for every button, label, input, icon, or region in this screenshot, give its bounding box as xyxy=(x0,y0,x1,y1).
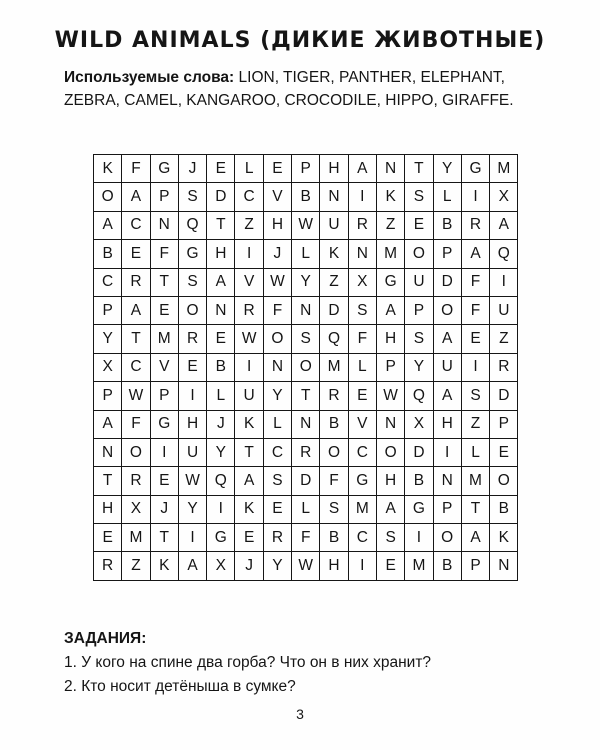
grid-cell[interactable]: I xyxy=(405,524,433,552)
grid-cell[interactable]: G xyxy=(178,240,206,268)
grid-cell[interactable]: X xyxy=(348,268,376,296)
grid-cell[interactable]: G xyxy=(461,155,489,183)
grid-row xyxy=(94,155,518,183)
grid-cell[interactable]: M xyxy=(376,240,404,268)
grid-cell[interactable]: W xyxy=(178,467,206,495)
grid-cell[interactable]: E xyxy=(490,438,518,466)
grid-cell[interactable]: I xyxy=(433,438,461,466)
grid-cell[interactable]: B xyxy=(490,495,518,523)
grid-cell[interactable]: G xyxy=(376,268,404,296)
grid-cell[interactable]: M xyxy=(461,467,489,495)
grid-cell[interactable]: O xyxy=(122,438,150,466)
grid-cell[interactable]: S xyxy=(178,268,206,296)
grid-cell[interactable]: T xyxy=(461,495,489,523)
grid-cell[interactable]: F xyxy=(320,467,348,495)
grid-cell[interactable]: E xyxy=(150,467,178,495)
grid-cell[interactable]: Z xyxy=(235,211,263,239)
grid-cell[interactable]: I xyxy=(461,183,489,211)
grid-cell[interactable]: D xyxy=(320,296,348,324)
grid-cell[interactable]: Y xyxy=(292,268,320,296)
grid-cell[interactable]: E xyxy=(405,211,433,239)
grid-cell[interactable]: X xyxy=(405,410,433,438)
grid-cell[interactable]: P xyxy=(94,296,122,324)
grid-cell[interactable]: H xyxy=(178,410,206,438)
grid-cell[interactable]: R xyxy=(320,382,348,410)
grid-cell[interactable]: R xyxy=(292,438,320,466)
grid-cell[interactable]: M xyxy=(150,325,178,353)
grid-row xyxy=(94,552,518,580)
grid-cell[interactable]: B xyxy=(405,467,433,495)
grid-cell[interactable]: K xyxy=(150,552,178,580)
grid-cell[interactable]: E xyxy=(263,495,291,523)
grid-cell[interactable]: D xyxy=(292,467,320,495)
grid-cell[interactable]: C xyxy=(94,268,122,296)
grid-cell[interactable]: O xyxy=(178,296,206,324)
grid-cell[interactable]: I xyxy=(490,268,518,296)
grid-cell[interactable]: Q xyxy=(207,467,235,495)
grid-cell[interactable]: H xyxy=(94,495,122,523)
grid-cell[interactable]: A xyxy=(94,410,122,438)
grid-cell[interactable]: I xyxy=(235,353,263,381)
grid-cell[interactable]: T xyxy=(122,325,150,353)
word-search-grid xyxy=(93,154,518,581)
grid-cell[interactable]: R xyxy=(490,353,518,381)
grid-cell[interactable]: O xyxy=(490,467,518,495)
grid-cell[interactable]: K xyxy=(376,183,404,211)
grid-row xyxy=(94,240,518,268)
grid-cell[interactable]: W xyxy=(292,552,320,580)
grid-cell[interactable]: H xyxy=(376,325,404,353)
grid-cell[interactable]: S xyxy=(376,524,404,552)
grid-cell[interactable]: L xyxy=(433,183,461,211)
grid-cell[interactable]: Z xyxy=(461,410,489,438)
grid-cell[interactable]: U xyxy=(178,438,206,466)
grid-row xyxy=(94,296,518,324)
grid-cell[interactable]: S xyxy=(461,382,489,410)
grid-cell[interactable]: T xyxy=(405,155,433,183)
grid-cell[interactable]: E xyxy=(207,325,235,353)
grid-cell[interactable]: W xyxy=(263,268,291,296)
word-list-label: Используемые слова: xyxy=(64,69,235,86)
grid-cell[interactable]: M xyxy=(320,353,348,381)
word-list xyxy=(64,66,564,112)
grid-cell[interactable]: A xyxy=(178,552,206,580)
grid-cell[interactable]: V xyxy=(235,268,263,296)
grid-cell[interactable]: M xyxy=(348,495,376,523)
grid-cell[interactable]: O xyxy=(405,240,433,268)
task-item: 2. Кто носит детёныша в сумке? xyxy=(64,678,296,695)
grid-cell[interactable]: Q xyxy=(320,325,348,353)
grid-cell[interactable]: Y xyxy=(207,438,235,466)
grid-cell[interactable]: R xyxy=(94,552,122,580)
grid-cell[interactable]: A xyxy=(461,240,489,268)
grid-cell[interactable]: U xyxy=(320,211,348,239)
grid-cell[interactable]: I xyxy=(235,240,263,268)
grid-cell[interactable]: N xyxy=(348,240,376,268)
grid-cell[interactable]: I xyxy=(150,438,178,466)
grid-cell[interactable]: H xyxy=(320,552,348,580)
page-number: 3 xyxy=(296,706,304,722)
grid-cell[interactable]: O xyxy=(320,438,348,466)
grid-cell[interactable]: H xyxy=(376,467,404,495)
grid-cell[interactable]: W xyxy=(376,382,404,410)
grid-cell[interactable]: T xyxy=(207,211,235,239)
grid-row xyxy=(94,495,518,523)
grid-cell[interactable]: N xyxy=(292,410,320,438)
grid-cell[interactable]: I xyxy=(348,183,376,211)
grid-cell[interactable]: R xyxy=(461,211,489,239)
grid-cell[interactable]: I xyxy=(178,524,206,552)
grid-cell[interactable]: L xyxy=(292,240,320,268)
grid-cell[interactable]: O xyxy=(94,183,122,211)
grid-cell[interactable]: X xyxy=(122,495,150,523)
grid-cell[interactable]: O xyxy=(433,524,461,552)
grid-cell[interactable]: P xyxy=(490,410,518,438)
grid-cell[interactable]: Z xyxy=(490,325,518,353)
grid-cell[interactable]: X xyxy=(490,183,518,211)
grid-cell[interactable]: D xyxy=(433,268,461,296)
grid-cell[interactable]: F xyxy=(263,296,291,324)
grid-cell[interactable]: W xyxy=(122,382,150,410)
grid-cell[interactable]: C xyxy=(235,183,263,211)
grid-cell[interactable]: R xyxy=(263,524,291,552)
grid-cell[interactable]: A xyxy=(122,296,150,324)
grid-cell[interactable]: P xyxy=(433,240,461,268)
grid-cell[interactable]: A xyxy=(433,382,461,410)
grid-row xyxy=(94,467,518,495)
grid-cell[interactable]: I xyxy=(178,382,206,410)
grid-cell[interactable]: W xyxy=(235,325,263,353)
grid-cell[interactable]: S xyxy=(320,495,348,523)
grid-cell[interactable]: M xyxy=(122,524,150,552)
grid-cell[interactable]: A xyxy=(207,268,235,296)
grid-cell[interactable]: P xyxy=(292,155,320,183)
grid-cell[interactable]: N xyxy=(320,183,348,211)
grid-cell[interactable]: G xyxy=(150,410,178,438)
grid-cell[interactable]: H xyxy=(207,240,235,268)
grid-cell[interactable]: S xyxy=(178,183,206,211)
grid-cell[interactable]: L xyxy=(263,410,291,438)
grid-cell[interactable]: L xyxy=(207,382,235,410)
grid-cell[interactable]: N xyxy=(433,467,461,495)
grid-cell[interactable]: E xyxy=(150,296,178,324)
grid-cell[interactable]: R xyxy=(122,467,150,495)
grid-cell[interactable]: Z xyxy=(376,211,404,239)
grid-cell[interactable]: X xyxy=(207,552,235,580)
grid-cell[interactable]: L xyxy=(292,495,320,523)
grid-cell[interactable]: O xyxy=(263,325,291,353)
grid-cell[interactable]: S xyxy=(348,296,376,324)
grid-cell[interactable]: P xyxy=(150,382,178,410)
grid-cell[interactable]: U xyxy=(433,353,461,381)
grid-cell[interactable]: O xyxy=(376,438,404,466)
grid-cell[interactable]: D xyxy=(405,438,433,466)
grid-cell[interactable]: B xyxy=(433,211,461,239)
grid-cell[interactable]: Q xyxy=(405,382,433,410)
grid-cell[interactable]: A xyxy=(376,296,404,324)
grid-cell[interactable]: K xyxy=(235,410,263,438)
grid-cell[interactable]: F xyxy=(150,240,178,268)
grid-cell[interactable]: X xyxy=(94,353,122,381)
grid-cell[interactable]: P xyxy=(376,353,404,381)
grid-cell[interactable]: L xyxy=(348,353,376,381)
grid-cell[interactable]: T xyxy=(292,382,320,410)
grid-cell[interactable]: Z xyxy=(122,552,150,580)
grid-cell[interactable]: I xyxy=(348,552,376,580)
grid-cell[interactable]: Y xyxy=(433,155,461,183)
grid-cell[interactable]: F xyxy=(461,296,489,324)
grid-cell[interactable]: V xyxy=(150,353,178,381)
grid-cell[interactable]: E xyxy=(461,325,489,353)
grid-cell[interactable]: R xyxy=(178,325,206,353)
grid-cell[interactable]: M xyxy=(405,552,433,580)
grid-cell[interactable]: K xyxy=(320,240,348,268)
grid-cell[interactable]: J xyxy=(207,410,235,438)
word-list-items: LION, TIGER, PANTHER, ELEPHANT, ZEBRA, CAMEL, KANGAROO, CROCODILE, HIPPO, GIRAFFE. xyxy=(64,69,514,109)
grid-cell[interactable]: A xyxy=(235,467,263,495)
grid-cell[interactable]: B xyxy=(94,240,122,268)
grid-cell[interactable]: E xyxy=(235,524,263,552)
grid-cell[interactable]: S xyxy=(292,325,320,353)
grid-cell[interactable]: P xyxy=(433,495,461,523)
grid-row xyxy=(94,382,518,410)
grid-cell[interactable]: J xyxy=(235,552,263,580)
grid-cell[interactable]: F xyxy=(461,268,489,296)
grid-cell[interactable]: N xyxy=(263,353,291,381)
grid-cell[interactable]: P xyxy=(94,382,122,410)
grid-cell[interactable]: N xyxy=(207,296,235,324)
grid-cell[interactable]: F xyxy=(122,410,150,438)
grid-cell[interactable]: S xyxy=(263,467,291,495)
grid-cell[interactable]: E xyxy=(263,155,291,183)
grid-cell[interactable]: Y xyxy=(263,552,291,580)
grid-cell[interactable]: R xyxy=(235,296,263,324)
grid-cell[interactable]: J xyxy=(150,495,178,523)
grid-cell[interactable]: Y xyxy=(94,325,122,353)
grid-cell[interactable]: C xyxy=(122,353,150,381)
grid-cell[interactable]: K xyxy=(94,155,122,183)
grid-cell[interactable]: U xyxy=(405,268,433,296)
grid-cell[interactable]: B xyxy=(433,552,461,580)
grid-cell[interactable]: N xyxy=(376,155,404,183)
grid-cell[interactable]: N xyxy=(292,296,320,324)
grid-cell[interactable]: B xyxy=(320,524,348,552)
grid-cell[interactable]: T xyxy=(235,438,263,466)
grid-cell[interactable]: D xyxy=(490,382,518,410)
grid-cell[interactable]: S xyxy=(405,325,433,353)
grid-cell[interactable]: A xyxy=(348,155,376,183)
grid-cell[interactable]: K xyxy=(235,495,263,523)
grid-row xyxy=(94,183,518,211)
grid-cell[interactable]: S xyxy=(405,183,433,211)
grid-cell[interactable]: P xyxy=(405,296,433,324)
grid-cell[interactable]: B xyxy=(207,353,235,381)
grid-cell[interactable]: M xyxy=(490,155,518,183)
grid-cell[interactable]: W xyxy=(292,211,320,239)
grid-cell[interactable]: T xyxy=(150,268,178,296)
grid-cell[interactable]: N xyxy=(150,211,178,239)
grid-cell[interactable]: Y xyxy=(263,382,291,410)
grid-cell[interactable]: G xyxy=(150,155,178,183)
grid-cell[interactable]: O xyxy=(433,296,461,324)
grid-cell[interactable]: U xyxy=(235,382,263,410)
grid-cell[interactable]: A xyxy=(461,524,489,552)
grid-cell[interactable]: C xyxy=(348,438,376,466)
grid-cell[interactable]: Z xyxy=(320,268,348,296)
task-item: 1. У кого на спине два горба? Что он в них хранит? xyxy=(64,654,432,671)
grid-cell[interactable]: D xyxy=(207,183,235,211)
grid-cell[interactable]: Q xyxy=(490,240,518,268)
grid-cell[interactable]: C xyxy=(122,211,150,239)
grid-cell[interactable]: I xyxy=(207,495,235,523)
grid-cell[interactable]: V xyxy=(263,183,291,211)
grid-cell[interactable]: V xyxy=(348,410,376,438)
grid-row xyxy=(94,410,518,438)
grid-cell[interactable]: H xyxy=(320,155,348,183)
grid-cell[interactable]: Q xyxy=(178,211,206,239)
grid-cell[interactable]: U xyxy=(490,296,518,324)
grid-cell[interactable]: O xyxy=(292,353,320,381)
grid-cell[interactable]: A xyxy=(376,495,404,523)
grid-cell[interactable]: L xyxy=(235,155,263,183)
grid-row xyxy=(94,325,518,353)
grid-cell[interactable]: Y xyxy=(405,353,433,381)
grid-cell[interactable]: B xyxy=(292,183,320,211)
grid-cell[interactable]: L xyxy=(461,438,489,466)
grid-cell[interactable]: P xyxy=(150,183,178,211)
grid-cell[interactable]: J xyxy=(263,240,291,268)
page-title: WILD ANIMALS (ДИКИЕ ЖИВОТНЫЕ) xyxy=(54,28,546,53)
grid-cell[interactable]: F xyxy=(122,155,150,183)
grid-cell[interactable]: T xyxy=(150,524,178,552)
grid-row xyxy=(94,353,518,381)
grid-cell[interactable]: J xyxy=(178,155,206,183)
grid-cell[interactable]: E xyxy=(348,382,376,410)
grid-cell[interactable]: A xyxy=(433,325,461,353)
grid-row xyxy=(94,438,518,466)
grid-cell[interactable]: N xyxy=(376,410,404,438)
grid-cell[interactable]: C xyxy=(263,438,291,466)
grid-cell[interactable]: G xyxy=(405,495,433,523)
grid-cell[interactable]: E xyxy=(94,524,122,552)
grid-cell[interactable]: F xyxy=(292,524,320,552)
grid-cell[interactable]: B xyxy=(320,410,348,438)
grid-cell[interactable]: K xyxy=(490,524,518,552)
grid-row xyxy=(94,268,518,296)
grid-row xyxy=(94,524,518,552)
grid-cell[interactable]: R xyxy=(348,211,376,239)
grid-cell[interactable]: R xyxy=(122,268,150,296)
grid-cell[interactable]: G xyxy=(207,524,235,552)
grid-cell[interactable]: C xyxy=(348,524,376,552)
grid-cell[interactable]: N xyxy=(490,552,518,580)
grid-cell[interactable]: F xyxy=(348,325,376,353)
grid-cell[interactable]: T xyxy=(94,467,122,495)
grid-cell[interactable]: E xyxy=(122,240,150,268)
grid-cell[interactable]: A xyxy=(490,211,518,239)
grid-cell[interactable]: E xyxy=(376,552,404,580)
grid-cell[interactable]: I xyxy=(461,353,489,381)
grid-cell[interactable]: H xyxy=(433,410,461,438)
grid-cell[interactable]: Y xyxy=(178,495,206,523)
tasks-heading: ЗАДАНИЯ: xyxy=(64,630,147,647)
grid-cell[interactable]: P xyxy=(461,552,489,580)
grid-cell[interactable]: A xyxy=(122,183,150,211)
grid-row xyxy=(94,211,518,239)
grid-cell[interactable]: A xyxy=(94,211,122,239)
grid-cell[interactable]: E xyxy=(207,155,235,183)
grid-cell[interactable]: E xyxy=(178,353,206,381)
grid-cell[interactable]: G xyxy=(348,467,376,495)
grid-cell[interactable]: H xyxy=(263,211,291,239)
grid-cell[interactable]: N xyxy=(94,438,122,466)
